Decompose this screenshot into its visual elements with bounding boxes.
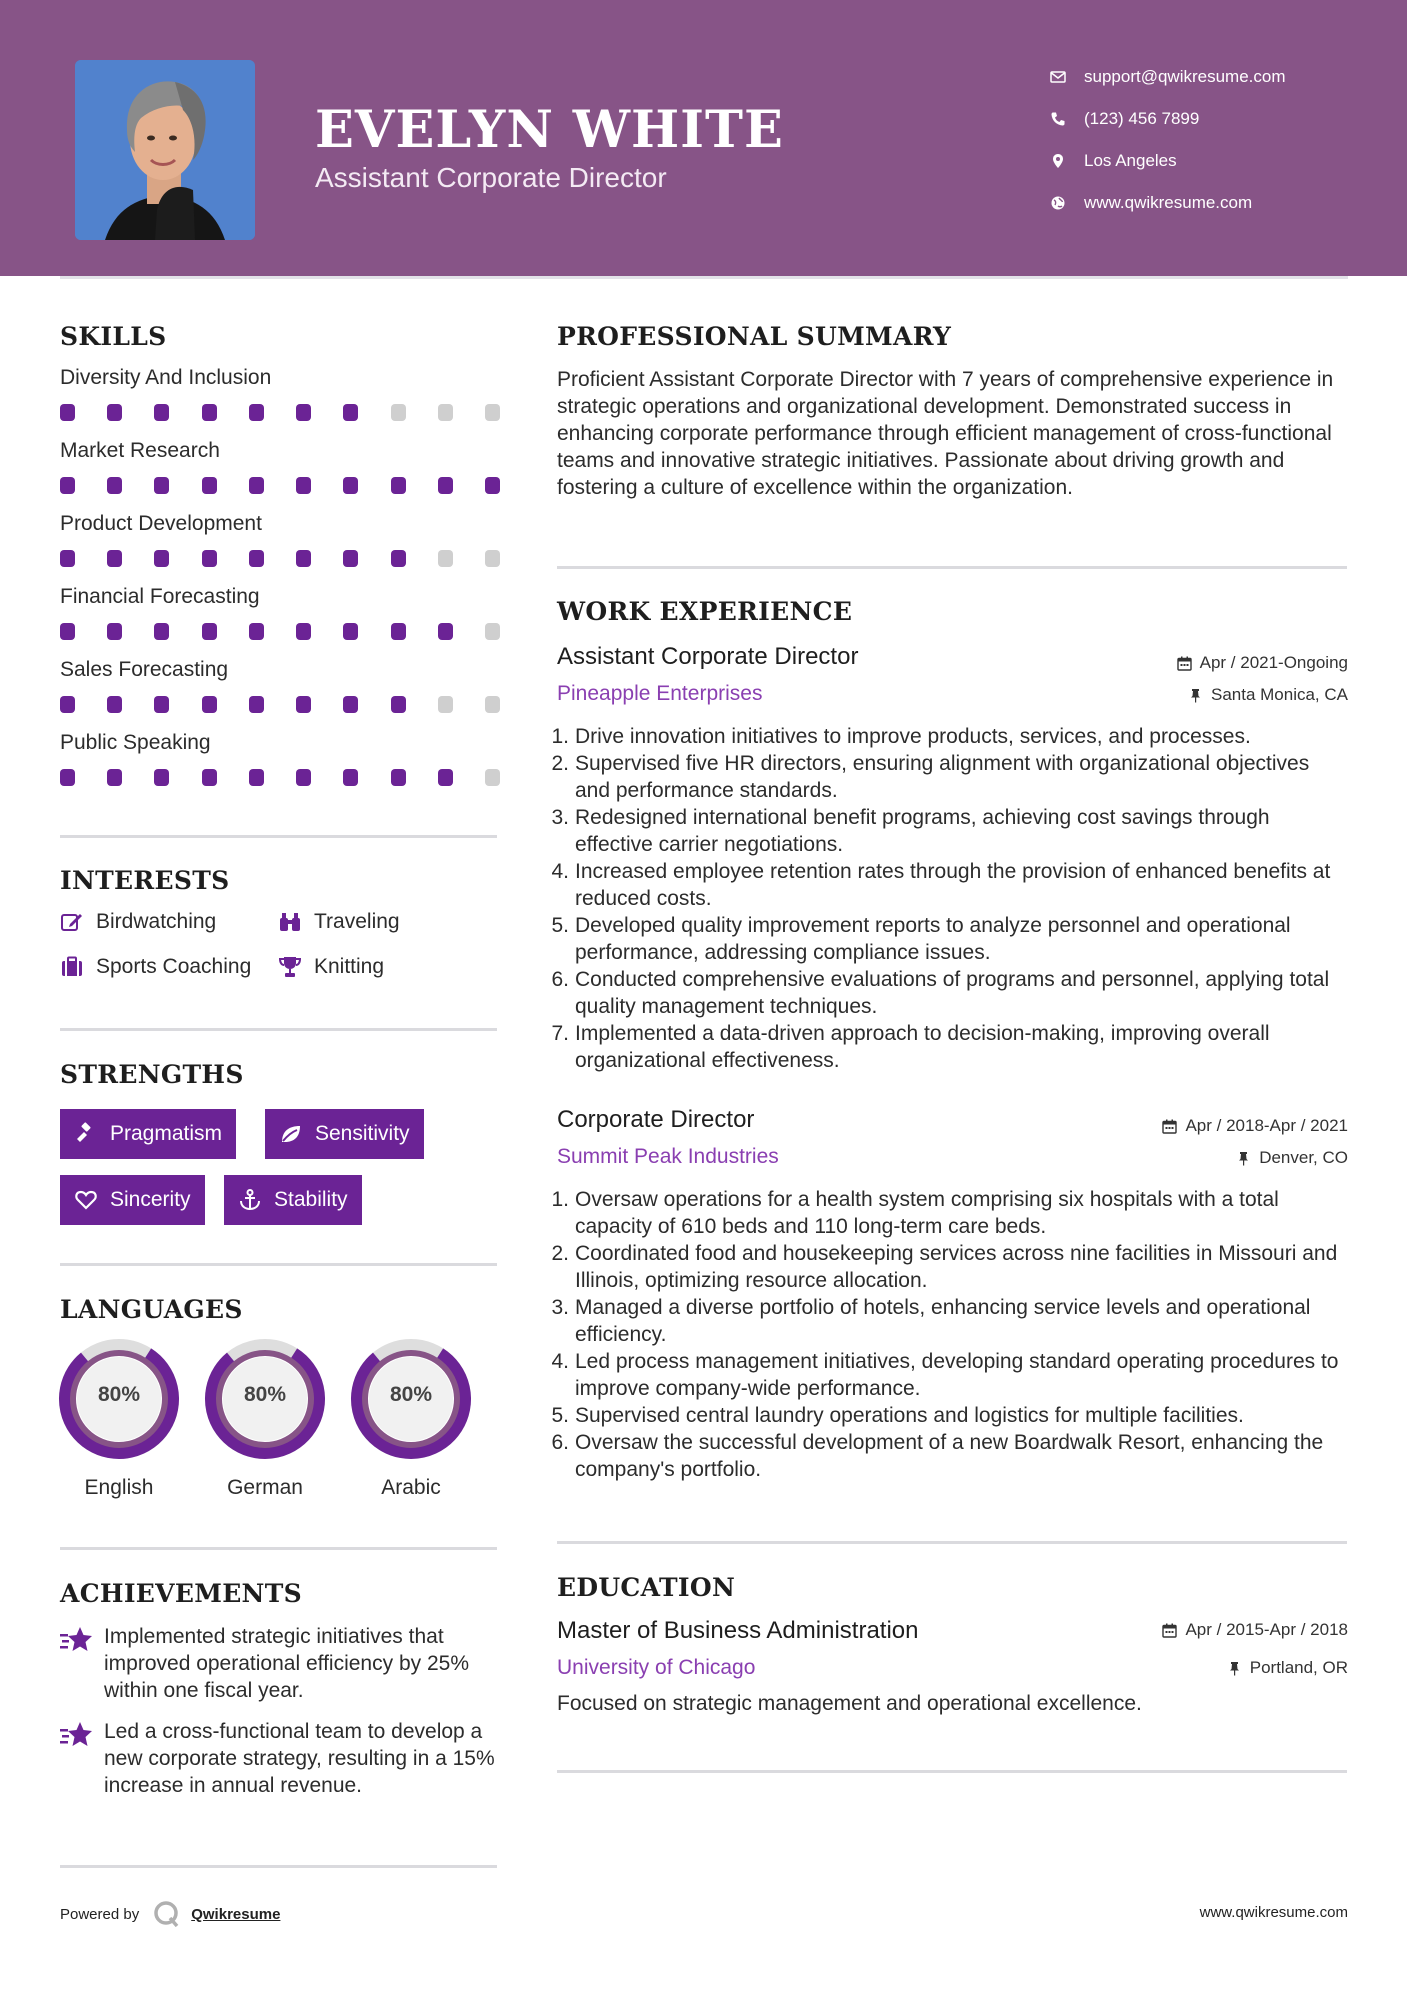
rating-dot xyxy=(343,623,358,640)
rating-dot xyxy=(438,623,453,640)
footer-website[interactable]: www.qwikresume.com xyxy=(1199,1904,1348,1921)
languages-divider xyxy=(60,1547,497,1550)
rating-dot xyxy=(391,404,406,421)
edit-icon xyxy=(60,910,84,934)
rating-dot xyxy=(391,623,406,640)
strength-tag xyxy=(224,1175,362,1225)
skill-rating xyxy=(60,696,500,713)
star-icon xyxy=(60,1625,94,1655)
education-location-text: Portland, OR xyxy=(1249,1658,1348,1677)
phone-icon xyxy=(1050,111,1084,127)
skill-rating xyxy=(60,623,500,640)
contact-phone[interactable] xyxy=(1050,98,1380,140)
contact-website-text: www.qwikresume.com xyxy=(1084,193,1253,212)
languages-heading: LANGUAGES xyxy=(60,1295,243,1324)
leaf-icon xyxy=(279,1122,303,1146)
contact-location-text: Los Angeles xyxy=(1084,151,1177,170)
experience-divider xyxy=(557,1541,1347,1544)
rating-dot xyxy=(249,477,264,494)
rating-dot xyxy=(107,477,122,494)
rating-dot xyxy=(154,477,169,494)
job-company: Pineapple Enterprises xyxy=(557,682,763,705)
trophy-icon xyxy=(278,955,302,979)
language-name: Arabic xyxy=(381,1476,441,1499)
language-item xyxy=(350,1338,472,1500)
summary-text: Proficient Assistant Corporate Director with 7 years of comprehensive experience in strategic operations and organizational development. Demonstrated success in enhancing corporate performance through efficient management of cross-functional teams and innovative strategic initiatives. Passionate about driving growth and fostering a culture of excellence within the organization. xyxy=(557,368,1334,499)
job-point: 5. Supervised central laundry operations and logistics for multiple facilities. xyxy=(551,1404,1244,1427)
rating-dot xyxy=(485,769,500,786)
gavel-icon xyxy=(74,1122,98,1146)
interest-item xyxy=(278,910,400,934)
rating-dot xyxy=(107,550,122,567)
interest-label: Traveling xyxy=(314,910,400,933)
strength-tag xyxy=(265,1109,424,1159)
strength-label: Stability xyxy=(274,1188,348,1211)
rating-dot xyxy=(438,769,453,786)
rating-dot xyxy=(438,696,453,713)
skill-name: Market Research xyxy=(60,439,220,462)
rating-dot xyxy=(154,404,169,421)
rating-dot xyxy=(107,623,122,640)
rating-dot xyxy=(438,477,453,494)
rating-dot xyxy=(154,550,169,567)
language-percent: 80% xyxy=(97,1383,141,1406)
rating-dot xyxy=(249,550,264,567)
rating-dot xyxy=(485,477,500,494)
rating-dot xyxy=(343,550,358,567)
rating-dot xyxy=(391,769,406,786)
pin-icon xyxy=(1188,688,1203,703)
job-point: 3. Managed a diverse portfolio of hotels, enhancing service levels and operational efficiency. xyxy=(551,1296,1311,1346)
skills-divider xyxy=(60,835,497,838)
rating-dot xyxy=(391,550,406,567)
rating-dot xyxy=(391,477,406,494)
profile-photo xyxy=(75,60,255,240)
calendar-icon xyxy=(1177,656,1192,671)
rating-dot xyxy=(296,769,311,786)
job-point: 1. Oversaw operations for a health system comprising six hospitals with a total capacity of 610 beds and 110 long-term care beds. xyxy=(551,1188,1279,1238)
briefcase-icon xyxy=(60,955,84,979)
rating-dot xyxy=(296,696,311,713)
rating-dot xyxy=(391,696,406,713)
rating-dot xyxy=(249,404,264,421)
job-point: 5. Developed quality improvement reports to analyze personnel and operational performance, addressing compliance issues. xyxy=(551,914,1291,964)
rating-dot xyxy=(296,623,311,640)
skill-name: Diversity And Inclusion xyxy=(60,366,272,389)
strength-tag xyxy=(60,1175,205,1225)
interests-heading: INTERESTS xyxy=(60,866,230,895)
skill-name: Public Speaking xyxy=(60,731,211,754)
header-banner xyxy=(0,0,1407,276)
job-point: 7. Implemented a data-driven approach to decision-making, improving overall organizational effectiveness. xyxy=(551,1022,1270,1072)
achievements-heading: ACHIEVEMENTS xyxy=(60,1579,302,1608)
rating-dot xyxy=(296,404,311,421)
job-date xyxy=(1177,653,1348,673)
skill-rating xyxy=(60,477,500,494)
job-point: 2. Supervised five HR directors, ensuring alignment with organizational objectives and performance standards. xyxy=(551,752,1310,802)
rating-dot xyxy=(438,550,453,567)
map-marker-icon xyxy=(1050,153,1084,169)
header-divider xyxy=(60,276,1348,279)
strengths-heading: STRENGTHS xyxy=(60,1060,244,1089)
binoculars-icon xyxy=(278,910,302,934)
job-location-text: Santa Monica, CA xyxy=(1210,685,1348,704)
achievements-divider xyxy=(60,1865,497,1868)
rating-dot xyxy=(249,769,264,786)
rating-dot xyxy=(202,769,217,786)
job-point: 4. Led process management initiatives, developing standard operating procedures to improve company-wide performance. xyxy=(551,1350,1339,1400)
rating-dot xyxy=(249,696,264,713)
education-heading: EDUCATION xyxy=(557,1573,736,1602)
job-title: Assistant Corporate Director xyxy=(557,643,859,670)
rating-dot xyxy=(202,696,217,713)
skill-name: Financial Forecasting xyxy=(60,585,260,608)
rating-dot xyxy=(60,477,75,494)
rating-dot xyxy=(485,550,500,567)
job-point: 6. Conducted comprehensive evaluations of programs and personnel, applying total quality management techniques. xyxy=(551,968,1330,1018)
job-points xyxy=(551,723,1347,1074)
rating-dot xyxy=(343,769,358,786)
footer-powered-by xyxy=(60,1900,280,1928)
rating-dot xyxy=(107,404,122,421)
job-location xyxy=(1236,1148,1348,1168)
interest-label: Knitting xyxy=(314,955,385,978)
interest-label: Sports Coaching xyxy=(96,955,252,978)
achievement-item xyxy=(60,1623,500,1704)
qwikresume-logo-icon xyxy=(153,1900,181,1928)
job-title: Corporate Director xyxy=(557,1106,755,1133)
envelope-icon xyxy=(1050,69,1084,85)
job-point: 2. Coordinated food and housekeeping services across nine facilities in Missouri and Illinois, optimizing resource allocation. xyxy=(551,1242,1338,1292)
calendar-icon xyxy=(1162,1119,1177,1134)
education-school: University of Chicago xyxy=(557,1656,756,1679)
star-icon xyxy=(60,1720,94,1750)
rating-dot xyxy=(296,477,311,494)
rating-dot xyxy=(343,477,358,494)
rating-dot xyxy=(343,404,358,421)
rating-dot xyxy=(202,404,217,421)
contact-phone-text: (123) 456 7899 xyxy=(1084,109,1200,128)
rating-dot xyxy=(60,769,75,786)
job-points xyxy=(551,1186,1347,1483)
skill-rating xyxy=(60,769,500,786)
skill-name: Product Development xyxy=(60,512,262,535)
rating-dot xyxy=(154,623,169,640)
interest-item xyxy=(60,955,251,979)
education-date-text: Apr / 2015-Apr / 2018 xyxy=(1185,1620,1348,1639)
achievement-text: Led a cross-functional team to develop a new corporate strategy, resulting in a 15% increase in annual revenue. xyxy=(104,1720,495,1797)
skill-rating xyxy=(60,550,500,567)
job-location-text: Denver, CO xyxy=(1259,1148,1348,1167)
powered-by-text: Powered by xyxy=(60,1905,140,1923)
anchor-icon xyxy=(238,1188,262,1212)
rating-dot xyxy=(296,550,311,567)
language-item xyxy=(204,1338,326,1500)
job-company: Summit Peak Industries xyxy=(557,1145,779,1168)
pin-icon xyxy=(1227,1661,1242,1676)
job-date xyxy=(1162,1116,1348,1136)
job-point: 6. Oversaw the successful development of a new Boardwalk Resort, enhancing the company's portfolio. xyxy=(551,1431,1324,1481)
rating-dot xyxy=(60,550,75,567)
language-item xyxy=(58,1338,180,1500)
interest-item xyxy=(278,955,384,979)
rating-dot xyxy=(202,477,217,494)
job-location xyxy=(1188,685,1348,705)
heart-icon xyxy=(74,1188,98,1212)
candidate-name: EVELYN WHITE xyxy=(315,100,784,160)
rating-dot xyxy=(60,404,75,421)
interests-divider xyxy=(60,1028,497,1031)
contact-email[interactable] xyxy=(1050,56,1380,98)
rating-dot xyxy=(107,696,122,713)
rating-dot xyxy=(154,696,169,713)
contact-email-text: support@qwikresume.com xyxy=(1084,67,1286,86)
interest-item xyxy=(60,910,216,934)
rating-dot xyxy=(107,769,122,786)
globe-icon xyxy=(1050,195,1084,211)
rating-dot xyxy=(485,404,500,421)
contact-website[interactable] xyxy=(1050,182,1380,224)
experience-heading: WORK EXPERIENCE xyxy=(557,597,853,626)
achievement-item xyxy=(60,1718,500,1799)
rating-dot xyxy=(249,623,264,640)
job-point: 4. Increased employee retention rates through the provision of enhanced benefits at reduced costs. xyxy=(551,860,1331,910)
education-date xyxy=(1162,1620,1348,1640)
skill-rating xyxy=(60,404,500,421)
education-location xyxy=(1227,1658,1348,1678)
strength-label: Pragmatism xyxy=(110,1122,223,1145)
rating-dot xyxy=(60,696,75,713)
strength-tag xyxy=(60,1109,236,1159)
qwikresume-link[interactable]: Qwikresume xyxy=(191,1905,281,1923)
rating-dot xyxy=(202,623,217,640)
skill-name: Sales Forecasting xyxy=(60,658,229,681)
language-percent: 80% xyxy=(389,1383,433,1406)
rating-dot xyxy=(60,623,75,640)
strengths-divider xyxy=(60,1263,497,1266)
education-divider xyxy=(557,1770,1347,1773)
rating-dot xyxy=(154,769,169,786)
job-point: 1. Drive innovation initiatives to improve products, services, and processes. xyxy=(551,725,1251,748)
rating-dot xyxy=(343,696,358,713)
contact-location xyxy=(1050,140,1380,182)
education-degree: Master of Business Administration xyxy=(557,1617,919,1644)
education-description: Focused on strategic management and operational excellence. xyxy=(557,1692,1142,1715)
rating-dot xyxy=(202,550,217,567)
summary-divider xyxy=(557,566,1347,569)
interest-label: Birdwatching xyxy=(96,910,217,933)
strength-label: Sincerity xyxy=(110,1188,191,1211)
calendar-icon xyxy=(1162,1623,1177,1638)
rating-dot xyxy=(485,623,500,640)
language-name: English xyxy=(84,1476,154,1499)
summary-heading: PROFESSIONAL SUMMARY xyxy=(557,322,952,351)
achievement-text: Implemented strategic initiatives that improved operational efficiency by 25% within one fiscal year. xyxy=(104,1625,469,1702)
job-date-text: Apr / 2021-Ongoing xyxy=(1199,653,1348,672)
strength-label: Sensitivity xyxy=(315,1122,410,1145)
skills-heading: SKILLS xyxy=(60,322,167,351)
rating-dot xyxy=(438,404,453,421)
pin-icon xyxy=(1236,1151,1251,1166)
language-name: German xyxy=(227,1476,303,1499)
candidate-role: Assistant Corporate Director xyxy=(315,162,667,193)
job-point: 3. Redesigned international benefit programs, achieving cost savings through effective carrier negotiations. xyxy=(551,806,1270,856)
rating-dot xyxy=(485,696,500,713)
contact-list xyxy=(1050,56,1380,224)
job-date-text: Apr / 2018-Apr / 2021 xyxy=(1185,1116,1348,1135)
language-percent: 80% xyxy=(243,1383,287,1406)
